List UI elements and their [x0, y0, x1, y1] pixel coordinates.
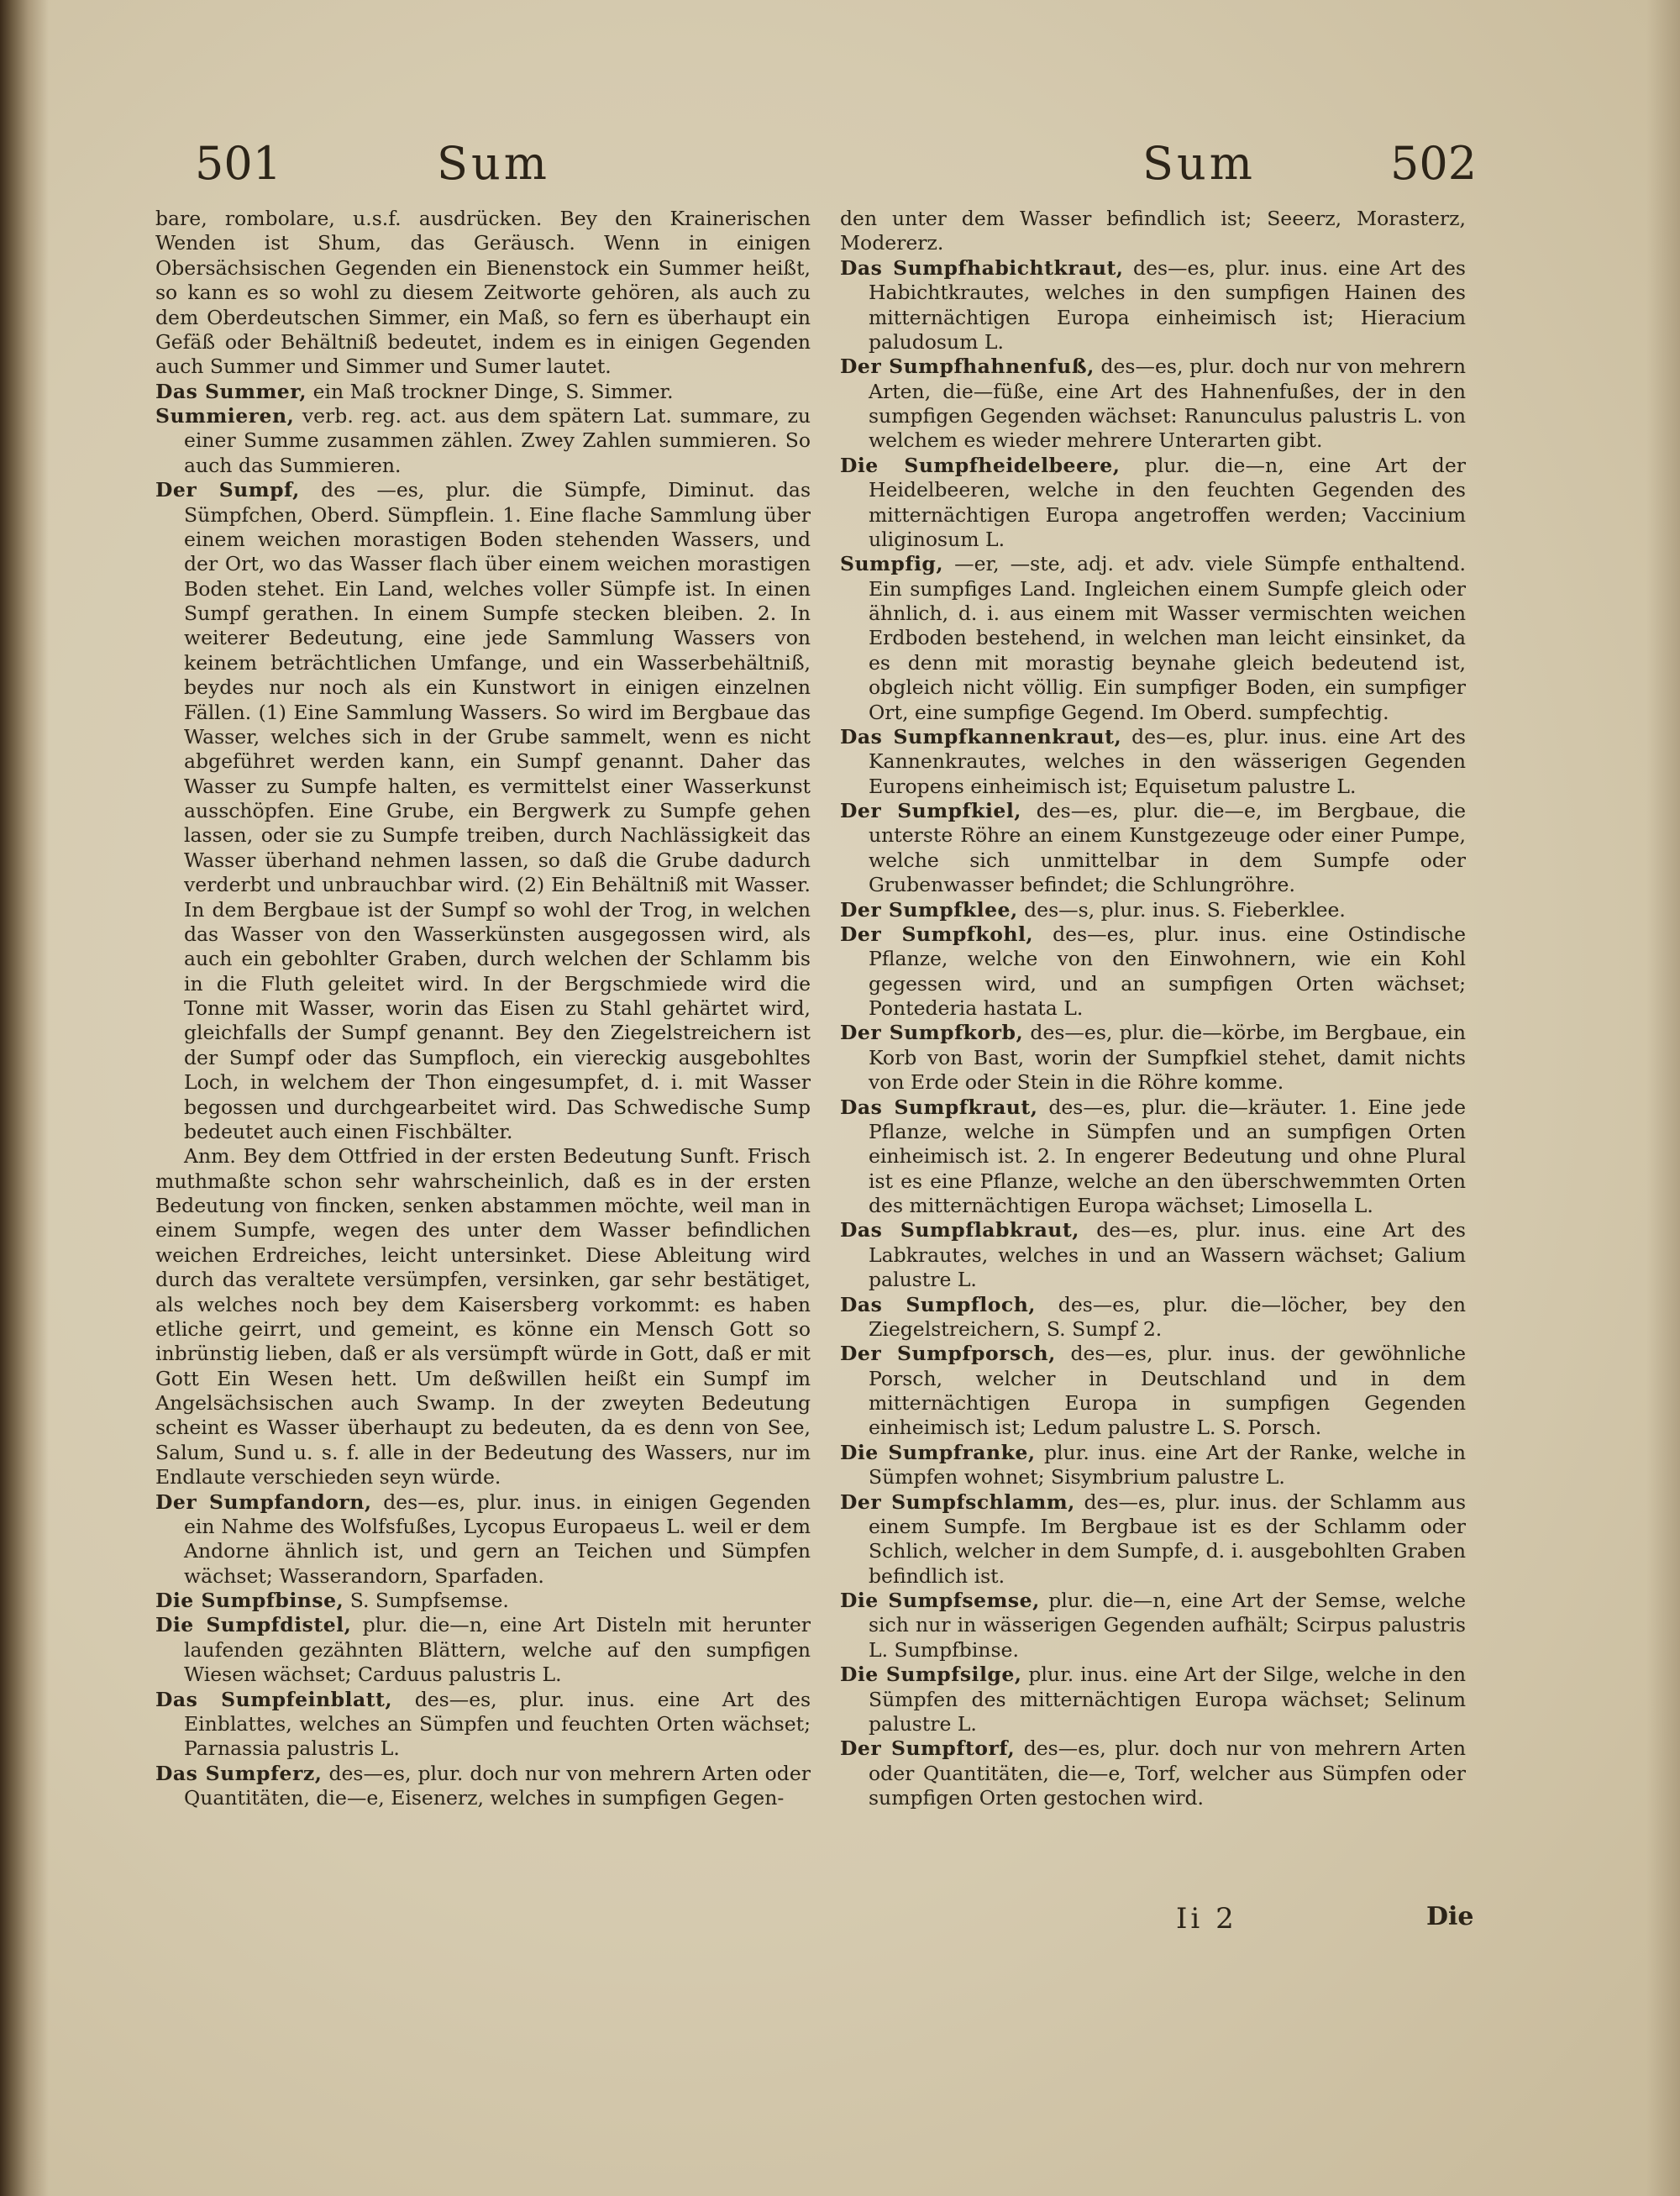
entry-body: des—es, plur. inus. der gewöhnliche Porsch, welcher in Deutschland und in dem mitternächtigen Europa in sumpfigen Gegenden einheimisch ist; Ledum palustre L. S. Porsch.	[869, 1342, 1466, 1440]
dictionary-entry	[840, 454, 1466, 553]
entry-body: des—es, plur. die—kräuter. 1. Eine jede Pflanze, welche in Sümpfen und an sumpfigen Orten einheimisch ist. 2. In engerer Bedeutung und ohne Plural ist es eine Pflanze, welche an den überschwemmten Orten des mitternächtigen Europa wächset; Limosella L.	[869, 1095, 1466, 1217]
entry-headword: Der Sumpfkorb,	[840, 1021, 1024, 1045]
dictionary-entry	[840, 1490, 1466, 1589]
dictionary-entry	[840, 1293, 1466, 1342]
entry-body: des—es, plur. die—löcher, bey den Ziegelstreichern, S. Sumpf 2.	[869, 1292, 1466, 1341]
dictionary-entry	[840, 1589, 1466, 1663]
entry-body: plur. die—n, eine Art der Heidelbeeren, welche in den feuchten Gegenden des mitternächtigen Europa angetroffen werden; Vaccinium uliginosum L.	[869, 453, 1466, 551]
entry-body: des —es, plur. die Sümpfe, Diminut. das Sümpfchen, Oberd. Sümpflein. 1. Eine flache Sammlung über einem weichen morastigen Boden stehenden Wassers, und der Ort, wo das Wasser flach über einem weichen morastigen Boden stehet. Ein Land, welches voller Sümpfe ist. In einen Sumpf gerathen. In einem Sumpfe stecken bleiben. 2. In weiterer Bedeutung, eine jede Sammlung Wassers von keinem beträchtlichen Umfange, und ein Wasserbehältniß, beydes nur noch als ein Kunstwort in einigen einzelnen Fällen. (1) Eine Sammlung Wassers. So wird im Bergbaue das Wasser, welches sich in der Grube sammelt, wenn es nicht abgeführet werden kann, ein Sumpf genannt. Daher das Wasser zu Sumpfe halten, es vermittelst einer Wasserkunst ausschöpfen. Eine Grube, ein Bergwerk zu Sumpfe gehen lassen, oder sie zu Sumpfe treiben, durch Nachlässigkeit das Wasser überhand nehmen lassen, so daß die Grube dadurch verderbt und unbrauchbar wird. (2) Ein Behältniß mit Wasser. In dem Bergbaue ist der Sumpf so wohl der Trog, in welchen das Wasser von den Wasserkünsten ausgegossen wird, als auch ein gebohlter Graben, durch welchen der Schlamm bis in die Fluth geleitet wird. In der Bergschmiede wird die Tonne mit Wasser, worin das Eisen zu Stahl gehärtet wird, gleichfalls der Sumpf genannt. Bey den Ziegelstreichern ist der Sumpf oder das Sumpfloch, ein viereckig ausgebohltes Loch, in welchem der Thon eingesumpfet, d. i. mit Wasser begossen und durchgearbeitet wird. Das Schwedische Sump bedeutet auch einen Fischbälter.	[184, 478, 811, 1143]
dictionary-entry	[840, 1342, 1466, 1441]
entry-headword: Die Sumpfheidelbeere,	[840, 453, 1121, 477]
entry-headword: Der Sumpf,	[155, 478, 300, 502]
dictionary-entry	[155, 380, 811, 404]
catchword: Die	[1426, 1902, 1474, 1931]
entry-body: des—es, plur. inus. eine Ostindische Pflanze, welche von den Einwohnern, wie ein Kohl gegessen wird, und an sumpfigen Orten wächset; Pontederia hastata L.	[869, 922, 1467, 1020]
page-number-right: 502	[1390, 137, 1478, 190]
continued-text: den unter dem Wasser befindlich ist; Seeerz, Morasterz, Modererz.	[840, 207, 1466, 255]
entry-headword: Der Sumpfandorn,	[155, 1489, 372, 1514]
entry-headword: Der Sumpfkohl,	[840, 922, 1034, 946]
dictionary-entry	[155, 1613, 811, 1687]
entry-headword: Der Sumpfhahnenfuß,	[840, 355, 1095, 379]
entry-headword: Das Sumpfhabichtkraut,	[840, 255, 1124, 280]
running-head-left: Sum	[437, 137, 550, 190]
dictionary-entry	[840, 799, 1466, 898]
page-edge-shade	[1646, 0, 1680, 2196]
entry-body: des—es, plur. inus. eine Art des Kannenkrautes, welches in den wässerigen Gegenden Europens einheimisch ist; Equisetum palustre L.	[869, 724, 1466, 798]
entry-body: —er, —ste, adj. et adv. viele Sümpfe enthaltend. Ein sumpfiges Land. Ingleichen einem Sumpfe gleich oder ähnlich, d. i. aus einem mit Wasser vermischten weichen Erdboden bestehend, in welchen man leicht einsinket, da es denn mit morastig beynahe gleich bedeutend ist, obgleich nicht völlig. Ein sumpfiger Boden, ein sumpfiger Ort, eine sumpfige Gegend. Im Oberd. sumpfechtig.	[869, 552, 1466, 724]
entry-body: des—es, plur. inus. der Schlamm aus einem Sumpfe. Im Bergbaue ist es der Schlamm oder Schlich, welcher in dem Sumpfe, d. i. ausgebohlten Graben befindlich ist.	[869, 1489, 1467, 1588]
entry-headword: Das Sumpfkraut,	[840, 1095, 1038, 1119]
dictionary-entry	[840, 552, 1466, 725]
entry-headword: Summieren,	[155, 404, 295, 428]
entry-headword: Die Sumpfbinse,	[155, 1589, 344, 1612]
entry-body: des—es, plur. die—körbe, im Bergbaue, ein Korb von Bast, worin der Sumpfkiel stehet, damit nichts von Erde oder Stein in die Röhre komme.	[869, 1021, 1466, 1095]
entry-body: des—es, plur. doch nur von mehrern Arten oder Quantitäten, die—e, Eisenerz, welches in sumpfigen Gegen-	[184, 1761, 811, 1810]
entry-body: plur. inus. eine Art der Silge, welche in den Sümpfen des mitternächtigen Europa wächset; Selinum palustre L.	[869, 1663, 1466, 1736]
entry-headword: Sumpfig,	[840, 552, 944, 576]
signature-mark: Ii 2	[1176, 1902, 1237, 1936]
dictionary-entry	[840, 1218, 1466, 1292]
dictionary-entry	[155, 1589, 811, 1613]
entry-headword: Die Sumpfsemse,	[840, 1589, 1040, 1612]
dictionary-entry	[840, 1441, 1466, 1490]
entry-body: des—es, plur. inus. eine Art des Einblattes, welches an Sümpfen und feuchten Orten wächset; Parnassia palustris L.	[184, 1687, 811, 1761]
entry-headword: Das Summer,	[155, 379, 307, 403]
entry-headword: Der Sumpfklee,	[840, 897, 1018, 922]
dictionary-entry	[840, 898, 1466, 922]
dictionary-entry	[840, 1021, 1466, 1095]
running-head-right: Sum	[1142, 137, 1256, 190]
dictionary-entry	[840, 1095, 1466, 1219]
dictionary-entry	[155, 1762, 811, 1811]
entry-body: verb. reg. act. aus dem spätern Lat. summare, zu einer Summe zusammen zählen. Zwey Zahlen summieren. So auch das Summieren.	[184, 404, 811, 477]
entry-headword: Die Sumpfdistel,	[155, 1613, 352, 1637]
dictionary-entry	[840, 725, 1466, 799]
left-column	[155, 207, 811, 1810]
entry-body: ein Maß trockner Dinge, S. Simmer.	[307, 379, 674, 403]
dictionary-entry	[155, 404, 811, 478]
right-column	[840, 207, 1466, 1810]
entry-body: des—es, plur. inus. in einigen Gegenden ein Nahme des Wolfsfußes, Lycopus Europaeus L. weil er dem Andorne ähnlich ist, und gern an Teichen und Sümpfen wächset; Wasserandorn, Sparfaden.	[184, 1489, 811, 1588]
entry-body: S. Sumpfsemse.	[344, 1589, 509, 1612]
entry-headword: Der Sumpfschlamm,	[840, 1489, 1075, 1514]
binding-gutter	[0, 0, 49, 2196]
dictionary-entry	[155, 1688, 811, 1762]
entry-headword: Die Sumpfsilge,	[840, 1663, 1022, 1687]
entry-body: plur. die—n, eine Art Disteln mit herunter laufenden gezähnten Blättern, welche auf den sumpfigen Wiesen wächset; Carduus palustris L.	[184, 1613, 811, 1687]
entry-body: des—es, plur. doch nur von mehrern Arten oder Quantitäten, die—e, Torf, welcher aus Sümpfen oder sumpfigen Orten gestochen wird.	[869, 1736, 1466, 1810]
dictionary-entry	[155, 1490, 811, 1589]
continued-text: bare, rombolare, u.s.f. ausdrücken. Bey den Krainerischen Wenden ist Shum, das Geräusch. Wenn in einigen Obersächsischen Gegenden ein Bienenstock ein Summer heißt, so kann es so wohl zu diesem Zeitworte gehören, als auch zu dem Oberdeutschen Simmer, ein Maß, so fern es überhaupt ein Gefäß oder Behältniß bedeutet, indem es in einigen Gegenden auch Summer und Simmer und Sumer lautet.	[155, 207, 811, 379]
dictionary-entry	[840, 355, 1466, 454]
entry-body: des—es, plur. inus. eine Art des Habichtkrautes, welches in den sumpfigen Hainen des mitternächtigen Europa einheimisch ist; Hieracium paludosum L.	[869, 255, 1466, 354]
entry-body: des—es, plur. die—e, im Bergbaue, die unterste Röhre an einem Kunstgezeuge oder einer Pumpe, welche sich unmittelbar in dem Sumpfe oder Grubenwasser befindet; die Schlungröhre.	[869, 799, 1466, 897]
entry-body: plur. die—n, eine Art der Semse, welche sich nur in wässerigen Gegenden aufhält; Scirpus palustris L. Sumpfbinse.	[869, 1589, 1466, 1662]
entry-headword: Der Sumpfkiel,	[840, 799, 1021, 822]
entry-headword: Das Sumpfloch,	[840, 1292, 1036, 1316]
dictionary-entry	[840, 256, 1466, 355]
dictionary-entry	[840, 922, 1466, 1022]
entry-body: des—s, plur. inus. S. Fieberklee.	[1017, 897, 1346, 922]
entry-headword: Der Sumpfporsch,	[840, 1342, 1056, 1366]
entry-headword: Das Sumpfkannenkraut,	[840, 724, 1122, 749]
dictionary-entry	[840, 1736, 1466, 1810]
annotation-paragraph: Anm. Bey dem Ottfried in der ersten Bedeutung Sunft. Frisch muthmaßte schon sehr wahrscheinlich, daß es in der ersten Bedeutung von fincken, senken abstammen möchte, weil man in einem Sumpfe, wegen des unter dem Wasser befindlichen weichen Erdreiches, leicht untersinket. Diese Ableitung wird durch das veraltete versümpfen, versinken, gar sehr bestätiget, als welches noch bey dem Kaisersberg vorkommt: es haben etliche geirrt, und gemeint, es könne ein Mensch Gott so inbrünstig lieben, daß er als versümpft würde in Gott, daß er mit Gott Ein Wesen hett. Um deßwillen heißt ein Sumpf im Angelsächsischen auch Swamp. In der zweyten Bedeutung scheint es Wasser überhaupt zu bedeuten, da es denn von See, Salum, Sund u. s. f. alle in der Bedeutung des Wassers, nur im Endlaute verschieden seyn würde.	[155, 1144, 811, 1489]
entry-headword: Die Sumpfranke,	[840, 1440, 1036, 1464]
entry-headword: Das Sumpferz,	[155, 1761, 323, 1785]
entry-headword: Der Sumpftorf,	[840, 1736, 1016, 1761]
page-number-left: 501	[195, 137, 282, 190]
entry-body: plur. inus. eine Art der Ranke, welche in Sümpfen wohnet; Sisymbrium palustre L.	[869, 1440, 1467, 1489]
entry-headword: Das Sumpflabkraut,	[840, 1218, 1079, 1242]
dictionary-entry	[155, 478, 811, 1144]
dictionary-entry	[840, 1663, 1466, 1736]
entry-headword: Das Sumpfeinblatt,	[155, 1687, 393, 1711]
entry-body: des—es, plur. doch nur von mehrern Arten, die—füße, eine Art des Hahnenfußes, der in den sumpfigen Gegenden wächset: Ranunculus palustris L. von welchem es wieder mehrere Unterarten gibt.	[869, 355, 1466, 453]
entry-body: des—es, plur. inus. eine Art des Labkrautes, welches in und an Wassern wächset; Galium palustre L.	[869, 1218, 1466, 1292]
